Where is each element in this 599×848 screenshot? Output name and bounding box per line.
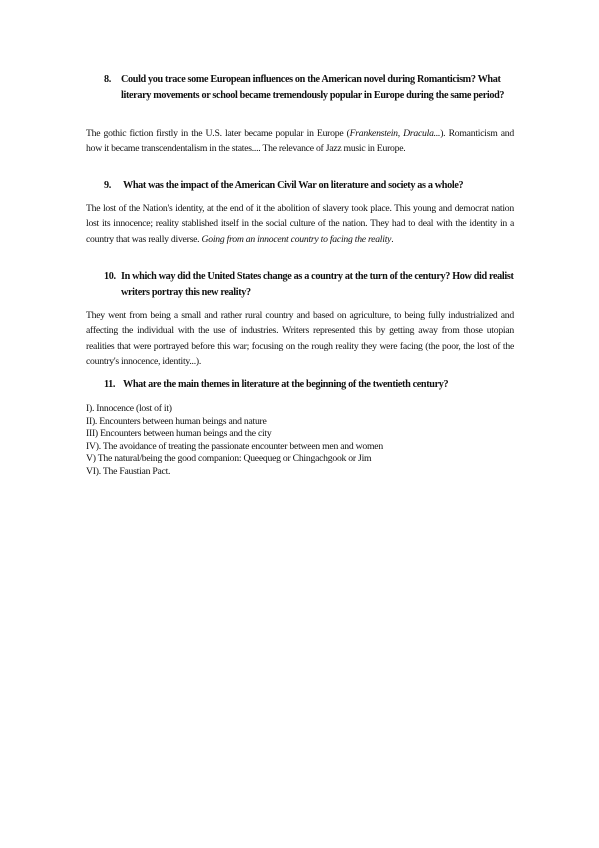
answer-text: ). Romanticism and how it became transcendentalism in the states.... The relevance of Jazz music in Europe.	[86, 128, 514, 155]
question-text: Could you trace some European influences on the American novel during Romanticism? What literary movements or school became tremendously popular in Europe during the same period?	[121, 74, 505, 101]
question-number: 9.	[104, 180, 111, 191]
question-10	[104, 269, 524, 301]
question-number: 10.	[104, 271, 116, 282]
question-text: What was the impact of the American Civil War on literature and society as a whole?	[123, 180, 464, 191]
answer-italic-text: Frankenstein, Dracula...	[349, 128, 441, 139]
answer-9	[86, 201, 514, 247]
answer-text: The lost of the Nation's identity, at the end of it the abolition of slavery took place. This young and democrat nation lost its innocence; reality stablished itself in the social culture of the nation. They had to deal with the identity in a country that was really diverse.	[86, 203, 514, 245]
list-item: V) The natural/being the good companion: Queequeg or Chingachgook or Jim	[86, 453, 372, 465]
answer-italic-text: Going from an innocent country to facing the reality	[201, 233, 392, 245]
question-text: In which way did the United States change as a country at the turn of the century? How did realist writers portray this new reality?	[121, 271, 514, 298]
answer-8	[86, 126, 514, 157]
question-9	[104, 178, 524, 194]
question-number: 11.	[104, 379, 116, 390]
list-item: II). Encounters between human beings and nature	[86, 415, 267, 427]
list-item: IV). The avoidance of treating the passionate encounter between men and women	[86, 440, 383, 452]
question-8	[104, 72, 524, 104]
answer-text: .	[391, 233, 394, 245]
answer-10	[86, 308, 514, 370]
answer-text: The gothic fiction firstly in the U.S. later became popular in Europe (	[86, 128, 350, 139]
question-11	[104, 377, 524, 393]
themes-list	[86, 403, 506, 479]
question-number: 8.	[104, 74, 111, 85]
list-item: VI). The Faustian Pact.	[86, 465, 171, 477]
question-text: What are the main themes in literature at the beginning of the twentieth century?	[123, 379, 449, 390]
list-item: III) Encounters between human beings and the city	[86, 428, 272, 440]
answer-text: They went from being a small and rather rural country and based on agriculture, to being fully industrialized and affecting the individual with the use of industries. Writers represented this by getting away from those utopian realities that were portrayed before this war; focusing on the rough reality they were facing (the poor, the lost of the country's innocence, identity...).	[86, 310, 514, 368]
list-item: I). Innocence (lost of it)	[86, 403, 172, 414]
